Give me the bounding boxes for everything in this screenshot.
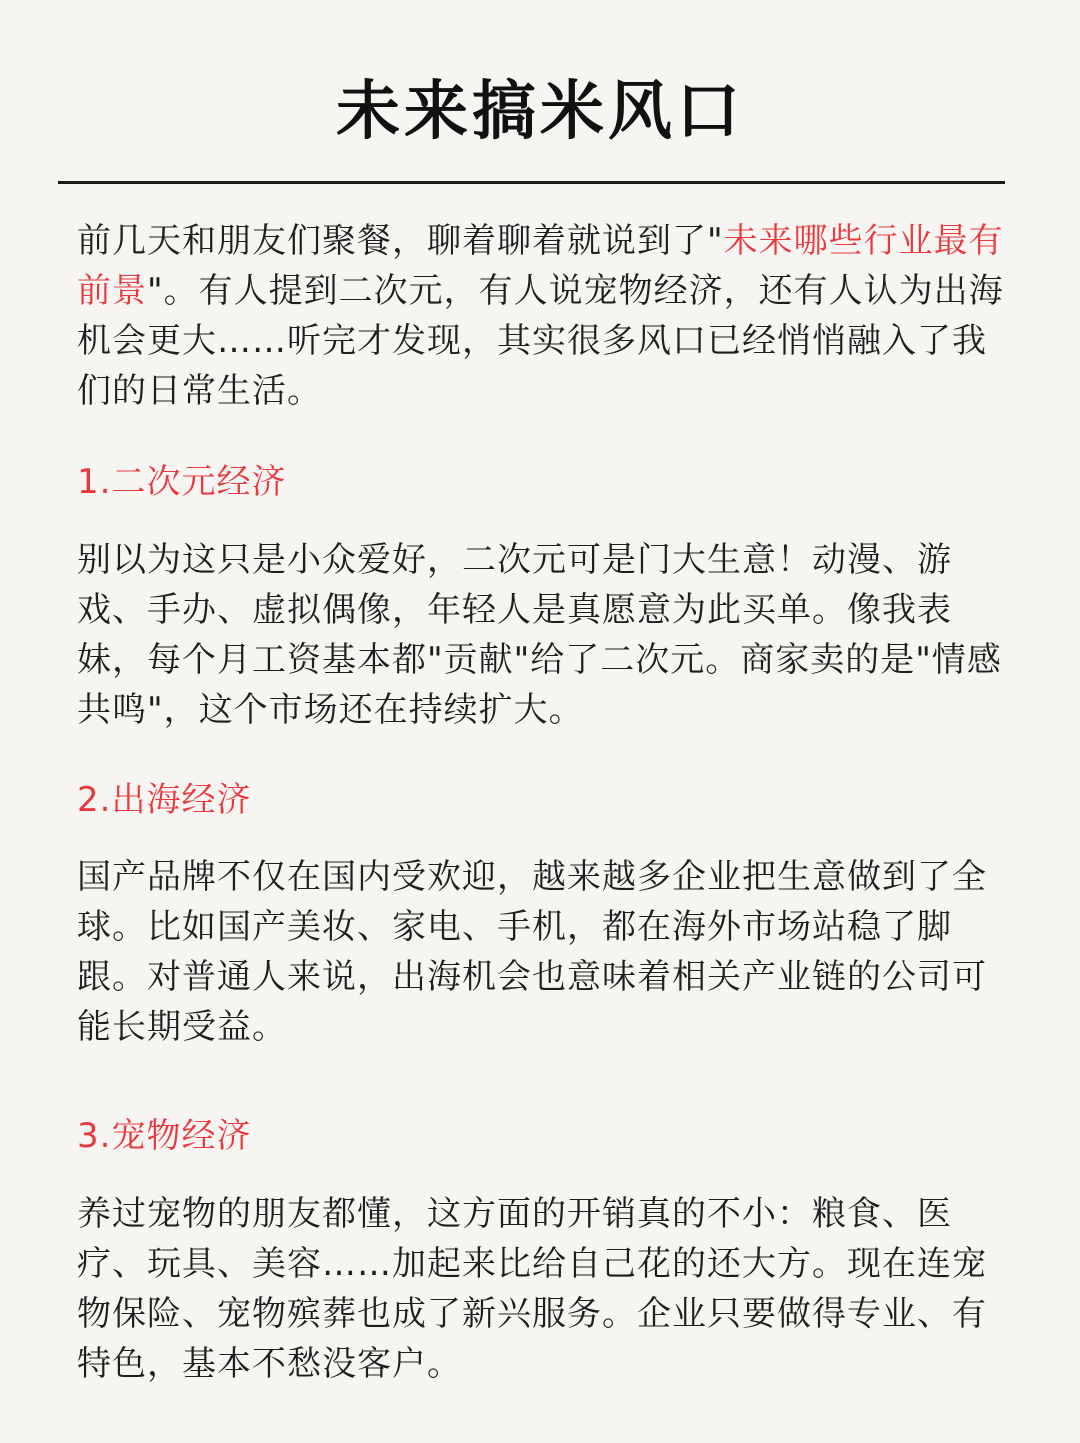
section-body-anime-economy: 别以为这只是小众爱好，二次元可是门大生意！动漫、游戏、手办、虚拟偶像，年轻人是真愿意为此买单。像我表妹，每个月工资基本都"贡献"给了二次元。商家卖的是"情感共鸣"，这个市场还在持续扩大。 (77, 540, 1002, 730)
intro-text-after: "。有人提到二次元，有人说宠物经济，还有人认为出海机会更大……听完才发现，其实很多风口已经悄悄融入了我们的日常生活。 (77, 271, 1004, 411)
section-body-overseas-economy: 国产品牌不仅在国内受欢迎，越来越多企业把生意做到了全球。比如国产美妆、家电、手机，都在海外市场站稳了脚跟。对普通人来说，出海机会也意味着相关产业链的公司可能长期受益。 (77, 857, 987, 1047)
intro-text-before: 前几天和朋友们聚餐，聊着聊着就说到了" (77, 221, 724, 261)
title-divider (58, 181, 1005, 184)
section-heading-anime-economy: 1.二次元经济 (77, 462, 287, 502)
intro-highlight: 未来哪些行业最有前景 (77, 221, 1004, 311)
section-body-pet-economy: 养过宠物的朋友都懂，这方面的开销真的不小：粮食、医疗、玩具、美容……加起来比给自己花的还大方。现在连宠物保险、宠物殡葬也成了新兴服务。企业只要做得专业、有特色，基本不愁没客户。 (77, 1194, 987, 1384)
section-heading-pet-economy: 3.宠物经济 (77, 1116, 252, 1156)
page-title: 未来搞米风口 (336, 75, 744, 149)
intro-paragraph (77, 216, 1007, 416)
section-heading-overseas-economy: 2.出海经济 (77, 780, 252, 820)
